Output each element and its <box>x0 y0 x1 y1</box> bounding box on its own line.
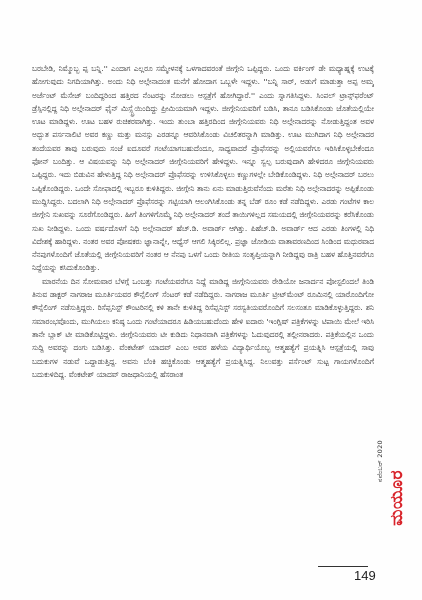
article-paragraph-2: ಮಾರನೆಯ ದಿನ ಸೋಮವಾರ ಬೆಳಗ್ಗೆ ಒಂಬತ್ತು ಗಂಟೆಯವರೆಗೂ ನಿದ್ದೆ ಮಾಡಿದ್ದ ಜೀಗ್ಗೇನಿಯವರು ರೇಡಿಯೋ ಜನಾರ್ದನ ಪೋಸ್ಟಲಿಂದಲೆ ತಿಂಡಿ ತಿನುವ ಡಾಕ್ಟರ್ ನಾಗರಾಜ ಮೂರ್ತಿಯವರ ಕೌನ್ಸೆಲಿಂಗ್ ಸೆಂಟರ್ ಕಡೆ ನಡೆದಿದ್ದರು. ನಾಗರಾಜ ಮೂರ್ತಿ ಟ್ರೀಟ್‌ಮೆಂಟ್ ರೂಮಿನಲ್ಲಿ ಯಾರೊಂದಿಗೋ ಕೌನ್ಸೆಲಿಂಗ್ ನಡೆಸುತ್ತಿದ್ದರು. ರಿಸೆಪ್ಷನಿಸ್ಟ್ ಕೌಂಟರಿನಲ್ಲಿ ಕಳಿ ತಾನೇ ಕುಳಿತಿದ್ದ ರಿಸೆಪ್ಷನಿಸ್ಟ್ ಸರಸ್ವತಿಯವರೊಂದಿಗೆ ಸಲಸಂತೂ ಮಾಡಿಕೊಳ್ಳುತ್ತಿದ್ದರು. ಶನಿ ಸಮಾರಂಭವೊಂದು, ಮುಗಿಯಲು ಕನಿಷ್ಠ ಒಂದು ಗಂಟೆಯಾದರೂ ಹಿಡಿಯಬಹುದೆಂದು ಹೇಳಿ ಐದಾರು 'ಇಂಗ್ಲಿಷ್ ಪತ್ರಿಕೆಗಳನ್ನು ಟಿಪಾಯಿ ಮೇಲೆ ಇರಿಸಿ ತಾನೇ ಬ್ಲಾಕ್ ಟೀ ಮಾಡಿಕೊಟ್ಟಿದ್ದಳು. ಜೀಗ್ಗೇನಿಯವರು ಟೀ ಕುಡಿದು ನಿಧಾನವಾಗಿ ಪತ್ರಿಕೆಗಳನ್ನು ಓದುವುದರಲ್ಲಿ ತಲ್ಲೀನರಾದರು. ಪತ್ರಿಕೆಯಲ್ಲಿನ ಒಂದು ಸುದ್ದಿ ಅವರನ್ನು ದಂಗು ಬಡಿಸಿತ್ತು. ವೆಂಕಟೇಶ್ ಯಾದವ್ ಎಂಬ ಅವರ ಹಳೆಯ ವಿದ್ಯಾರ್ಥಿಯೊಬ್ಬ ಆತ್ಮಹತ್ಯೆಗೆ ಪ್ರಯತ್ನಿಸಿ ಆಸ್ಪತ್ರೆಯಲ್ಲಿ ಸಾವು ಬದುಕುಗಳ ನಡುವೆ ಒದ್ದಾಡುತ್ತಿದ್ದ. ಅವನು ಬೆಂಕಿ ಹಚ್ಚಿಕೊಂಡು ಆತ್ಮಹತ್ಯೆಗೆ ಪ್ರಯತ್ನಿಸಿದ್ದ. ನಿಲುವತ್ತು ಪರ್ಸೆಂಟ್ ಸುಟ್ಟ ಗಾಯಗಳೊಂದಿಗೆ ಬದುಕುಳಿದಿದ್ದ. ವೆಂಕಟೇಶ್ ಯಾದವ್ ರಾಜಧಾನಿಯಲ್ಲಿ ಹೆಸರಾಂತ <box>32 276 374 379</box>
magazine-logo: ಮಯೂರ <box>387 470 407 526</box>
issue-date: ನವೆಂಬರ್ 2020 <box>376 440 384 483</box>
footer-rule <box>318 566 368 567</box>
page-number: 149 <box>354 568 376 583</box>
article-paragraph-1: ಬರಬೇಡಿ, ನಿಮ್ಮೊಬ್ಬ ಪ್ಪ ಬನ್ನಿ.'' ಎಂದಾಗ ಎಲ್ಲರೂ ಸಮ್ಮೇಳನಕ್ಕೆ ಒಳಗಾದವರಂತೆ ಜೀಗ್ಗೇನಿ ಒಪ್ಪಿದ್ದರು. ಒಂದು ವರ್ಕಿಂಗ್ ಡೇ ಮಧ್ಯಾಹ್ನಕ್ಕೆ ಉಟಕ್ಕೆ ಹೋಗುವುದು ನಿಗದಿಯಾಗಿತ್ತು. ಅಂದು ನಿಧಿ ಅಲ್ಗೇನಾದಂತ ಮನೆಗೆ ಹೋದಾಗ ಒಬ್ಬಳೇ ಇದ್ದಳು. ''ಬನ್ನಿ ಸಾರ್, ಅಡುಗೆ ಮಾಡುತ್ತಾ ಅಪ್ಪ ಅಮ್ಮ ಅರ್ಜೆಂಟ್ ಮೆಸೇಜ್ ಬಂದಿದ್ದರಿಂದ ಹತ್ತಿರದ ನೆಂಟರನ್ನು ನೋಡಲು ಆಸ್ಪತ್ರೆಗೆ ಹೋಗಿದ್ದಾರೆ.'' ಎಂದು ಸ್ವಾಗತಿಸಿದ್ದಳು. ಸಿಂಪಲ್ ಟ್ರಾನ್ಸ್‌ಫರೆಂಟ್ ಡ್ರೆಸ್ಸಿನಲ್ಲಿದ್ದ ನಿಧಿ ಅಲ್ಗೇನಾದರ್ ಫೈನ್ ಮಿಸ್ಸ್ಟ್ರೆಯಿಂದಿದ್ದು ಪ್ರೀಮಿಯಮಾಗಿ ಇದ್ದಳು. ಜೀಗ್ಗೇನಿಯವರಿಗೆ ಬಡಿಸಿ, ತಾನೂ ಬಡಿಸಿಕೊಂಡು ಜೊತೆಯಲ್ಲಿಯೇ ಊಟ ಮಾಡಿದ್ದಳು. ಊಟ ಬಹಳ ರುಚಿಕರವಾಗಿತ್ತು. ಇಂದು ತುಂಬಾ ಹತ್ತಿರದಿಂದ ಜೀಗ್ಗೇನಿಯವರು ನಿಧಿ ಅಲ್ಗೇನಾದರನ್ನು ನೋಡುತ್ತಿದ್ದಂತ ಅವಳ ಅದ್ಭುತ ಪರ್ಸನಾಲಿಟಿ ಅವರ ಕಣ್ಣು ಮತ್ತು ಮನಸ್ಸು ಎರಡನ್ನೂ ಆವರಿಸಿಕೊಂಡು ವಿಚಲಿತರನ್ನಾಗಿ ಮಾಡಿತ್ತು. ಊಟ ಮುಗಿದಾಗ ನಿಧಿ ಅಲ್ಗೇನಾದರ ತಂದೆಯವರ ತಾವು ಬರುವುದು ಸಂಜೆ ಐದೂವರೆ ಗಂಟೆಯಾಗಬಹುದೆಂದೂ, ಸಾಧ್ಯವಾದರೆ ಪ್ರೊಫೆಸರನ್ನು ಅಲ್ಲಿಯವರೆಗೂ ಇರಿಸಿಕೊಳ್ಳಬೇಕೆಂದೂ ಫೋನ್ ಬಂದಿತ್ತು. ಆ ವಿಷಯವನ್ನು ನಿಧಿ ಅಲ್ಗೇನಾದರ್ ಜೀಗ್ಗೇನಿಯವರಿಗೆ ಹೇಳಿದ್ದಳು. ಇನ್ನೂ ಸ್ವಲ್ಪ ಬರುವುದಾಗಿ ಹೇಳಿದರೂ ಜೀಗ್ಗೇನಿಯವರು ಒಪ್ಪಿದ್ದರು. ಇದು ಬಿಡುವಿನ ಹೇಳುತ್ತಿದ್ದ ನಿಧಿ ಅಲ್ಗೇನಾದರ್ ಪ್ರೊಫೆಸರನ್ನು ಉಳಿಸಿಕೊಳ್ಳಲು ಕಣ್ಣುಗಳಲ್ಲೇ ಬೇಡಿಕೊಂಡಿದ್ದಳು. ನಿಧಿ ಅಲ್ಗೇನಾದರ್ ಬರಲು ಒಪ್ಪಿಕೊಂಡಿದ್ದರು. ಒಂದೇ ಸೋಫಾದಲ್ಲಿ ಇಬ್ಬರೂ ಕುಳಿತಿದ್ದರು. ಜೀಗ್ಗೇನಿ ತಾನು ಏನು ಮಾಡುತ್ತಿರುವೆನೆಂದು ಮರೆತು ನಿಧಿ ಅಲ್ಗೇನಾದರನ್ನು ಅಪ್ಪಿಕೊಂಡು ಮುದ್ದಿಸಿದ್ದರು. ಬದಲಾಗಿ ನಿಧಿ ಅಲ್ಗೇನಾದರ್ ಪ್ರೊಫೆಸರನ್ನು ಗಟ್ಟಿಯಾಗಿ ಆಲಂಗಿಸಿಕೊಂಡು ತನ್ನ ಬೆಡ್ ರೂಂ ಕಡೆ ನಡೆದಿದ್ದಳು. ಎರಡು ಗಂಟೆಗಳ ಕಾಲ ಜೀಗ್ಗೇನಿ ಸುಖವನ್ನು ಸೂರೆಗೊಂಡಿದ್ದರು. ಹೀಗೆ ತಿಂಗಳಿಗೊಮ್ಮೆ ನಿಧಿ ಅಲ್ಗೇನಾದರ್ ತಂದೆ ತಾಯಿಗಳಿಲ್ಲದ ಸಮಯದಲ್ಲಿ ಜೀಗ್ಗೇನಿಯವರನ್ನು ಕರೆಸಿಕೊಂಡು ಸುಖ ನೀಡಿದ್ದಳು. ಒಂದು ವರ್ಷದೊಳಗೆ ನಿಧಿ ಅಲ್ಗೇನಾದರ್ ಹೆಚ್.ಡಿ. ಅವಾರ್ಡ್ ಆಗಿತ್ತು. ಪಿಹೆಚ್.ಡಿ. ಅವಾರ್ಡ್ ಆದ ಎರಡು ತಿಂಗಳಲ್ಲಿ ನಿಧಿ ವಿದೇಶಕ್ಕೆ ಹಾರಿದ್ದಳು. ನಂತರ ಅವರ ಪೋಷಕರು ಜ್ಞಾನಾನ್ನೇ, ಆಧ್ಯೆಸ್ ಆಗಲಿ ಸಿಕ್ಕಿರಲಿಲ್ಲ. ಪ್ರಜ್ಞಾ ಜೋಡಿಯ ವಾತಾವರಣದಿಂದ ಸಿಂಡಿಂದ ಮಧುರವಾದ ನೆನಪುಗಳೊಂದಿಗೆ ಜೊತೆಯಲ್ಲಿ ಜೀಗ್ಗೇನಿಯವರಿಗೆ ನಂತರ ಆ ನೆನಪು ಒಳಗೆ ಒಂದು ರೀತಿಯ ಸಂತೃಪ್ತಿಯನ್ನಾಗಿ ನೀಡಿದ್ದವು ರಾತ್ರಿ ಬಹಳ ಹೊತ್ತಿನವರೆಗೂ ನಿದ್ದೆಯನ್ನು ಕಸಿದುಕೊಂಡಿತ್ತು. <box>32 64 374 273</box>
article-body <box>32 62 374 562</box>
side-strip <box>376 430 408 555</box>
